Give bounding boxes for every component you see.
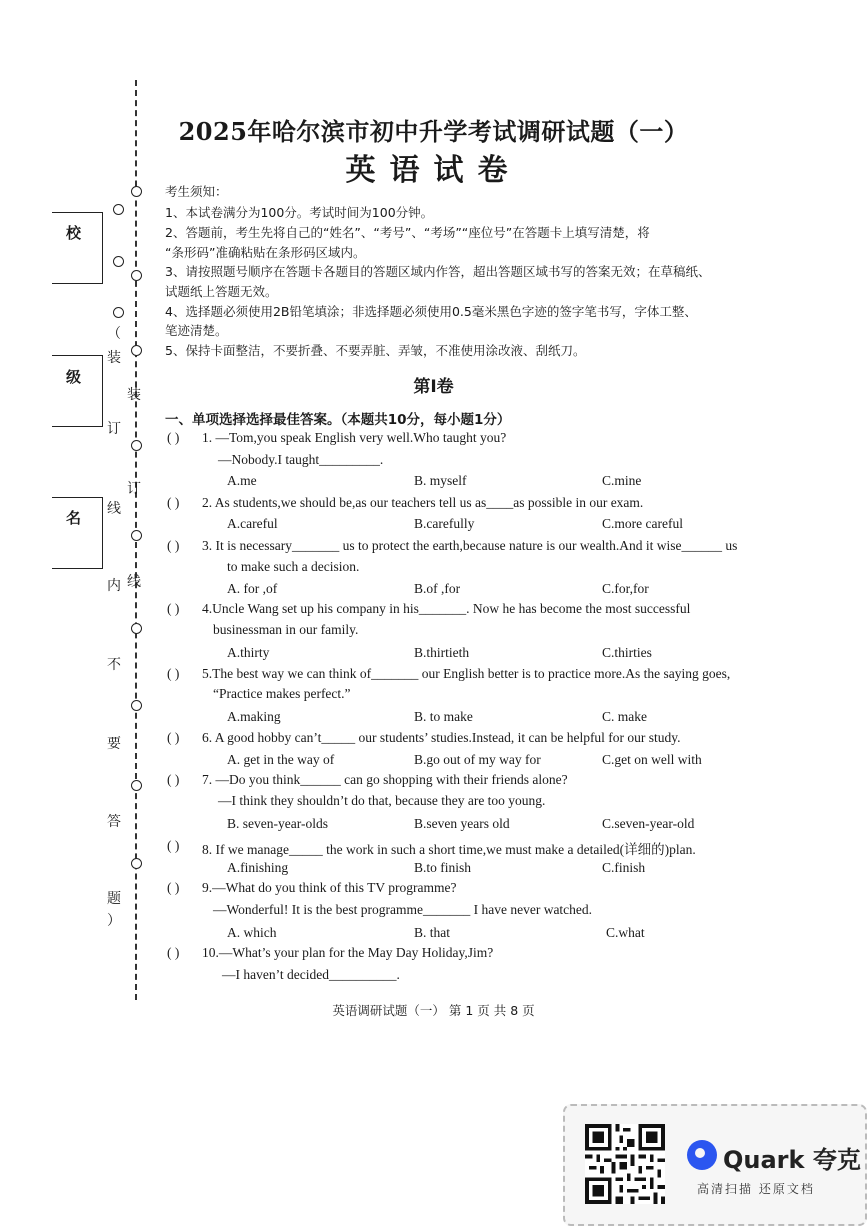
answer-bracket: ( ) — [167, 601, 180, 616]
answer-bracket: ( ) — [167, 730, 180, 745]
answer-bracket: ( ) — [167, 772, 180, 787]
qr-code-icon — [585, 1124, 665, 1204]
binding-hole — [131, 440, 142, 451]
question-stem: businessman in our family. — [213, 622, 359, 637]
option-b: B.go out of my way for — [414, 752, 541, 767]
binding-hole — [113, 307, 124, 318]
name-label: 名 — [66, 509, 82, 527]
page-footer: 英语调研试题（一） 第 1 页 共 8 页 — [332, 1003, 535, 1018]
notice-line: 试题纸上答题无效。 — [165, 284, 278, 299]
binding-hole — [131, 623, 142, 634]
part-title: 第Ⅰ卷 — [413, 377, 454, 397]
option-b: B.of ,for — [414, 581, 461, 596]
question-stem: —Wonderful! It is the best programme_______ I have never watched. — [213, 902, 593, 917]
school-label: 校 — [66, 224, 82, 242]
option-b: B. that — [414, 925, 450, 940]
option-a: A. which — [227, 925, 277, 940]
option-a: A. for ,of — [227, 581, 278, 596]
binding-char: 不 — [107, 657, 121, 673]
section-title: 一、单项选择选择最佳答案。（本题共10分，每小题1分） — [165, 412, 511, 428]
exam-subtitle: 英语试卷 — [345, 153, 522, 188]
option-c: C.for,for — [602, 581, 649, 596]
option-a: A. get in the way of — [227, 752, 335, 767]
binding-char: 装 — [107, 350, 121, 366]
binding-char: 线 — [107, 501, 121, 517]
question-stem: 8. If we manage_____ the work in such a short time,we must make a detailed(详细的)plan. — [202, 842, 696, 857]
question-stem: 3. It is necessary_______ us to protect the earth,because nature is our wealth.And it wise______ us — [202, 538, 738, 553]
binding-hole — [131, 700, 142, 711]
question-stem: —Nobody.I taught_________. — [218, 452, 384, 467]
answer-bracket: ( ) — [167, 838, 180, 853]
option-c: C.thirties — [602, 645, 652, 660]
class-label: 级 — [66, 368, 82, 386]
option-b: B.carefully — [414, 516, 475, 531]
answer-bracket: ( ) — [167, 666, 180, 681]
notice-heading: 考生须知： — [165, 184, 228, 199]
notice-line: 3、请按照题号顺序在答题卡各题目的答题区域内作答，超出答题区域书写的答案无效；在草稿纸、 — [165, 264, 711, 279]
option-c: C.get on well with — [602, 752, 702, 767]
binding-char: 答 — [107, 814, 121, 830]
binding-char: 订 — [107, 421, 121, 437]
quark-badge — [563, 1104, 867, 1226]
binding-hole — [131, 780, 142, 791]
answer-bracket: ( ) — [167, 495, 180, 510]
binding-char: （ — [107, 326, 121, 342]
notice-line: 1、本试卷满分为100分。考试时间为100分钟。 — [165, 205, 434, 220]
option-b: B.seven years old — [414, 816, 510, 831]
answer-bracket: ( ) — [167, 430, 180, 445]
answer-bracket: ( ) — [167, 945, 180, 960]
option-a: B. seven-year-olds — [227, 816, 328, 831]
binding-char: 要 — [107, 736, 121, 752]
binding-hole — [131, 345, 142, 356]
option-c: C.what — [606, 925, 645, 940]
question-stem: 4.Uncle Wang set up his company in his_______. Now he has become the most successful — [202, 601, 691, 616]
notice-line: 4、选择题必须使用2B铅笔填涂；非选择题必须使用0.5毫米黑色字迹的签字笔书写，字体工整、 — [165, 304, 697, 319]
binding-hole — [131, 858, 142, 869]
option-a: A.careful — [227, 516, 278, 531]
option-b: B.thirtieth — [414, 645, 470, 660]
option-c: C.more careful — [602, 516, 683, 531]
option-a: A.thirty — [227, 645, 270, 660]
notice-line: 5、保持卡面整洁，不要折叠、不要弄脏、弄皱，不准使用涂改液、刮纸刀。 — [165, 343, 586, 358]
option-c: C. make — [602, 709, 647, 724]
question-stem: —I think they shouldn’t do that, because they are too young. — [218, 793, 546, 808]
binding-char: 订 — [127, 481, 141, 497]
option-a: A.finishing — [227, 860, 289, 875]
option-a: A.making — [227, 709, 281, 724]
binding-char: ） — [107, 913, 121, 929]
option-b: B.to finish — [414, 860, 472, 875]
question-stem: 2. As students,we should be,as our teachers tell us as____as possible in our exam. — [202, 495, 644, 510]
binding-hole — [113, 204, 124, 215]
binding-char: 装 — [127, 387, 141, 403]
question-stem: 1. —Tom,you speak English very well.Who taught you? — [202, 430, 507, 445]
question-stem: 5.The best way we can think of_______ our English better is to practice more.As the saying goes, — [202, 666, 731, 681]
notice-line: 2、答题前，考生先将自己的“姓名”、“考号”、“考场”“座位号”在答题卡上填写清楚，将 — [165, 225, 650, 240]
option-b: B. myself — [414, 473, 467, 488]
option-c: C.finish — [602, 860, 646, 875]
binding-char: 线 — [127, 574, 141, 590]
answer-bracket: ( ) — [167, 880, 180, 895]
exam-title: 2025年哈尔滨市初中升学考试调研试题（一） — [178, 117, 689, 146]
quark-slogan: 高清扫描 还原文档 — [697, 1182, 815, 1196]
notice-line: “条形码”准确粘贴在条形码区域内。 — [165, 245, 366, 260]
question-stem: 9.—What do you think of this TV programme? — [202, 880, 457, 895]
option-b: B. to make — [414, 709, 473, 724]
binding-char: 内 — [107, 578, 121, 594]
option-c: C.mine — [602, 473, 642, 488]
option-c: C.seven-year-old — [602, 816, 695, 831]
question-stem: “Practice makes perfect.” — [213, 686, 351, 701]
answer-bracket: ( ) — [167, 538, 180, 553]
question-stem: to make such a decision. — [227, 559, 360, 574]
quark-brand-name: Quark 夸克 — [723, 1146, 861, 1174]
binding-hole — [131, 530, 142, 541]
binding-hole — [131, 270, 142, 281]
binding-hole — [113, 256, 124, 267]
question-stem: —I haven’t decided__________. — [222, 967, 400, 982]
question-stem: 10.—What’s your plan for the May Day Holiday,Jim? — [202, 945, 494, 960]
binding-char: 题 — [107, 891, 121, 907]
quark-logo-icon — [687, 1140, 717, 1170]
option-a: A.me — [227, 473, 257, 488]
question-stem: 7. —Do you think______ can go shopping with their friends alone? — [202, 772, 568, 787]
notice-line: 笔迹清楚。 — [165, 323, 228, 338]
question-stem: 6. A good hobby can’t_____ our students’ studies.Instead, it can be helpful for our study. — [202, 730, 681, 745]
